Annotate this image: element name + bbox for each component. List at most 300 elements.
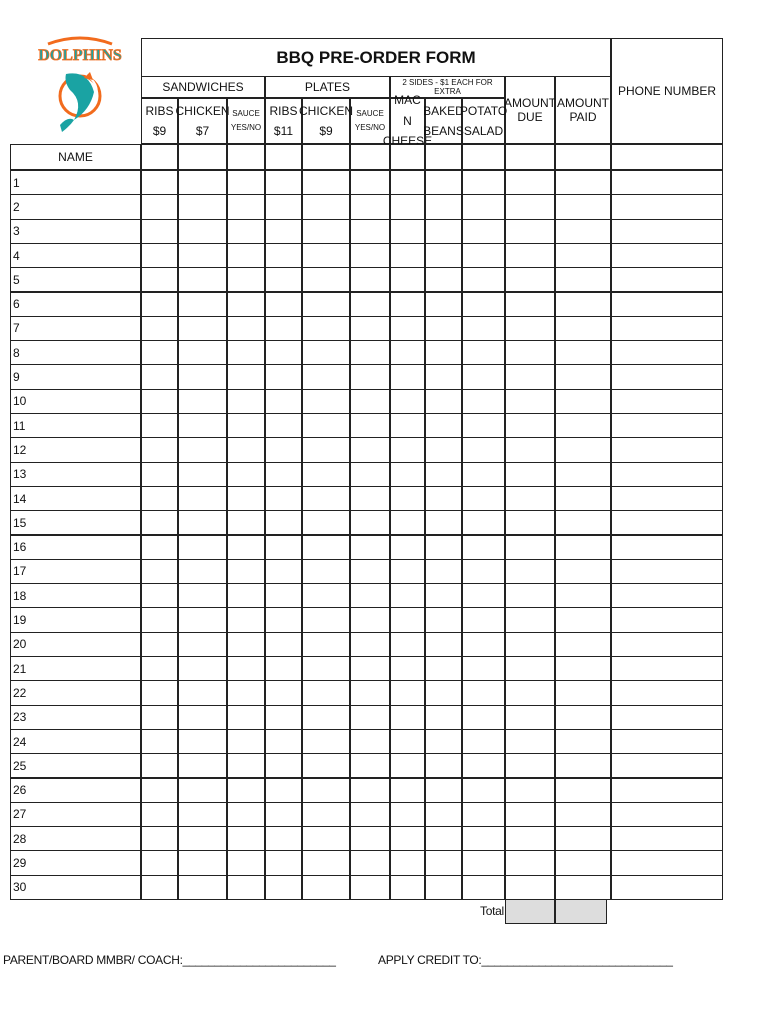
row-cell-sauce-plate[interactable] — [350, 340, 390, 365]
row-cell-phone[interactable] — [611, 850, 723, 875]
row-cell-ribs-sandwich[interactable] — [141, 729, 178, 754]
row-cell-sauce-sandwich[interactable] — [227, 705, 265, 730]
row-cell-chicken-plate[interactable] — [302, 486, 350, 511]
row-cell-sauce-plate[interactable] — [350, 316, 390, 341]
row-cell-amount-due[interactable] — [505, 656, 555, 681]
row-cell-amount-paid[interactable] — [555, 364, 611, 389]
row-cell-sauce-sandwich[interactable] — [227, 826, 265, 851]
row-cell-amount-paid[interactable] — [555, 607, 611, 632]
row-cell-ribs-plate[interactable] — [265, 316, 302, 341]
total-amount-due[interactable] — [505, 899, 555, 924]
row-cell-phone[interactable] — [611, 826, 723, 851]
row-cell-sauce-plate[interactable] — [350, 778, 390, 803]
row-name-cell[interactable] — [10, 510, 141, 535]
row-cell-mac[interactable] — [390, 413, 425, 438]
row-cell-ribs-sandwich[interactable] — [141, 753, 178, 778]
row-cell-sauce-plate[interactable] — [350, 486, 390, 511]
row-cell-mac[interactable] — [390, 875, 425, 900]
row-cell-mac[interactable] — [390, 607, 425, 632]
row-cell-potato[interactable] — [462, 486, 505, 511]
row-cell-mac[interactable] — [390, 462, 425, 487]
row-name-cell[interactable] — [10, 462, 141, 487]
row-cell-ribs-sandwich[interactable] — [141, 437, 178, 462]
row-name-cell[interactable] — [10, 364, 141, 389]
row-cell-ribs-plate[interactable] — [265, 778, 302, 803]
row-cell-amount-paid[interactable] — [555, 729, 611, 754]
row-cell-sauce-plate[interactable] — [350, 559, 390, 584]
row-cell-sauce-sandwich[interactable] — [227, 802, 265, 827]
row-cell-sauce-plate[interactable] — [350, 583, 390, 608]
row-cell-amount-paid[interactable] — [555, 267, 611, 292]
row-cell-ribs-sandwich[interactable] — [141, 219, 178, 244]
row-cell-sauce-plate[interactable] — [350, 632, 390, 657]
row-cell-mac[interactable] — [390, 559, 425, 584]
row-cell-amount-due[interactable] — [505, 753, 555, 778]
row-cell-phone[interactable] — [611, 486, 723, 511]
row-cell-amount-due[interactable] — [505, 219, 555, 244]
row-cell-potato[interactable] — [462, 413, 505, 438]
row-cell-chicken-plate[interactable] — [302, 632, 350, 657]
row-cell-ribs-sandwich[interactable] — [141, 462, 178, 487]
row-cell-sauce-sandwich[interactable] — [227, 850, 265, 875]
row-cell-beans[interactable] — [425, 389, 462, 414]
row-cell-potato[interactable] — [462, 437, 505, 462]
row-cell-sauce-plate[interactable] — [350, 437, 390, 462]
row-cell-beans[interactable] — [425, 778, 462, 803]
row-cell-chicken-plate[interactable] — [302, 729, 350, 754]
row-cell-sauce-plate[interactable] — [350, 850, 390, 875]
row-cell-sauce-sandwich[interactable] — [227, 680, 265, 705]
row-cell-amount-paid[interactable] — [555, 389, 611, 414]
row-cell-amount-due[interactable] — [505, 316, 555, 341]
row-cell-chicken-plate[interactable] — [302, 850, 350, 875]
row-cell-sauce-sandwich[interactable] — [227, 510, 265, 535]
row-cell-ribs-sandwich[interactable] — [141, 340, 178, 365]
row-cell-amount-due[interactable] — [505, 364, 555, 389]
row-cell-potato[interactable] — [462, 316, 505, 341]
row-cell-beans[interactable] — [425, 729, 462, 754]
row-cell-ribs-plate[interactable] — [265, 607, 302, 632]
row-cell-sauce-plate[interactable] — [350, 267, 390, 292]
row-cell-chicken-plate[interactable] — [302, 340, 350, 365]
row-cell-amount-due[interactable] — [505, 850, 555, 875]
row-cell-sauce-sandwich[interactable] — [227, 389, 265, 414]
row-cell-beans[interactable] — [425, 535, 462, 560]
row-cell-chicken-plate[interactable] — [302, 607, 350, 632]
row-cell-amount-paid[interactable] — [555, 219, 611, 244]
row-cell-chicken-plate[interactable] — [302, 316, 350, 341]
row-cell-chicken-plate[interactable] — [302, 243, 350, 268]
row-cell-ribs-plate[interactable] — [265, 559, 302, 584]
row-name-cell[interactable] — [10, 389, 141, 414]
row-cell-ribs-sandwich[interactable] — [141, 656, 178, 681]
row-cell-chicken-plate[interactable] — [302, 170, 350, 195]
row-name-cell[interactable] — [10, 413, 141, 438]
row-name-cell[interactable] — [10, 316, 141, 341]
row-cell-amount-paid[interactable] — [555, 559, 611, 584]
row-cell-potato[interactable] — [462, 850, 505, 875]
row-cell-chicken-sandwich[interactable] — [178, 753, 227, 778]
row-cell-potato[interactable] — [462, 535, 505, 560]
row-name-cell[interactable] — [10, 632, 141, 657]
row-cell-chicken-plate[interactable] — [302, 535, 350, 560]
row-cell-mac[interactable] — [390, 826, 425, 851]
row-cell-mac[interactable] — [390, 364, 425, 389]
row-name-cell[interactable] — [10, 243, 141, 268]
row-cell-ribs-plate[interactable] — [265, 170, 302, 195]
row-name-cell[interactable] — [10, 267, 141, 292]
row-cell-potato[interactable] — [462, 340, 505, 365]
row-cell-potato[interactable] — [462, 680, 505, 705]
row-cell-ribs-plate[interactable] — [265, 462, 302, 487]
row-cell-chicken-plate[interactable] — [302, 826, 350, 851]
row-cell-chicken-sandwich[interactable] — [178, 559, 227, 584]
row-cell-potato[interactable] — [462, 729, 505, 754]
row-cell-potato[interactable] — [462, 705, 505, 730]
row-cell-ribs-sandwich[interactable] — [141, 802, 178, 827]
row-cell-phone[interactable] — [611, 510, 723, 535]
row-cell-potato[interactable] — [462, 267, 505, 292]
row-cell-ribs-sandwich[interactable] — [141, 607, 178, 632]
row-cell-amount-due[interactable] — [505, 680, 555, 705]
row-cell-phone[interactable] — [611, 875, 723, 900]
row-cell-mac[interactable] — [390, 850, 425, 875]
row-cell-mac[interactable] — [390, 340, 425, 365]
row-cell-chicken-sandwich[interactable] — [178, 194, 227, 219]
row-cell-mac[interactable] — [390, 170, 425, 195]
row-cell-ribs-plate[interactable] — [265, 583, 302, 608]
row-cell-sauce-sandwich[interactable] — [227, 632, 265, 657]
row-cell-amount-due[interactable] — [505, 413, 555, 438]
row-name-cell[interactable] — [10, 170, 141, 195]
row-cell-chicken-sandwich[interactable] — [178, 389, 227, 414]
row-cell-amount-paid[interactable] — [555, 194, 611, 219]
row-cell-phone[interactable] — [611, 364, 723, 389]
row-name-cell[interactable] — [10, 437, 141, 462]
row-cell-ribs-plate[interactable] — [265, 413, 302, 438]
row-cell-sauce-plate[interactable] — [350, 802, 390, 827]
row-cell-ribs-sandwich[interactable] — [141, 778, 178, 803]
row-cell-potato[interactable] — [462, 802, 505, 827]
row-cell-chicken-sandwich[interactable] — [178, 170, 227, 195]
row-cell-chicken-plate[interactable] — [302, 364, 350, 389]
row-cell-amount-paid[interactable] — [555, 656, 611, 681]
row-cell-ribs-sandwich[interactable] — [141, 583, 178, 608]
row-name-cell[interactable] — [10, 656, 141, 681]
row-name-cell[interactable] — [10, 802, 141, 827]
row-cell-amount-paid[interactable] — [555, 486, 611, 511]
row-cell-chicken-sandwich[interactable] — [178, 705, 227, 730]
row-cell-sauce-sandwich[interactable] — [227, 535, 265, 560]
row-cell-sauce-plate[interactable] — [350, 292, 390, 317]
row-cell-ribs-sandwich[interactable] — [141, 316, 178, 341]
row-cell-amount-due[interactable] — [505, 292, 555, 317]
row-cell-ribs-plate[interactable] — [265, 753, 302, 778]
row-cell-amount-paid[interactable] — [555, 292, 611, 317]
row-name-cell[interactable] — [10, 194, 141, 219]
row-cell-sauce-plate[interactable] — [350, 607, 390, 632]
row-cell-phone[interactable] — [611, 219, 723, 244]
row-cell-mac[interactable] — [390, 510, 425, 535]
row-cell-chicken-sandwich[interactable] — [178, 875, 227, 900]
row-cell-beans[interactable] — [425, 680, 462, 705]
row-cell-amount-paid[interactable] — [555, 510, 611, 535]
row-cell-phone[interactable] — [611, 316, 723, 341]
row-cell-sauce-sandwich[interactable] — [227, 486, 265, 511]
row-cell-chicken-sandwich[interactable] — [178, 413, 227, 438]
row-cell-chicken-plate[interactable] — [302, 559, 350, 584]
row-cell-phone[interactable] — [611, 680, 723, 705]
row-cell-mac[interactable] — [390, 243, 425, 268]
row-cell-sauce-sandwich[interactable] — [227, 656, 265, 681]
row-cell-chicken-sandwich[interactable] — [178, 656, 227, 681]
row-cell-ribs-sandwich[interactable] — [141, 875, 178, 900]
row-name-cell[interactable] — [10, 559, 141, 584]
row-cell-sauce-sandwich[interactable] — [227, 243, 265, 268]
row-cell-sauce-plate[interactable] — [350, 243, 390, 268]
row-cell-amount-due[interactable] — [505, 486, 555, 511]
row-cell-potato[interactable] — [462, 389, 505, 414]
row-cell-chicken-plate[interactable] — [302, 753, 350, 778]
row-cell-phone[interactable] — [611, 656, 723, 681]
row-cell-sauce-plate[interactable] — [350, 219, 390, 244]
row-cell-beans[interactable] — [425, 559, 462, 584]
row-cell-amount-due[interactable] — [505, 583, 555, 608]
row-cell-amount-due[interactable] — [505, 267, 555, 292]
row-cell-potato[interactable] — [462, 559, 505, 584]
row-cell-beans[interactable] — [425, 656, 462, 681]
row-cell-chicken-sandwich[interactable] — [178, 437, 227, 462]
row-cell-chicken-sandwich[interactable] — [178, 219, 227, 244]
row-cell-potato[interactable] — [462, 778, 505, 803]
row-cell-chicken-sandwich[interactable] — [178, 826, 227, 851]
row-cell-beans[interactable] — [425, 316, 462, 341]
row-name-cell[interactable] — [10, 850, 141, 875]
row-cell-chicken-sandwich[interactable] — [178, 850, 227, 875]
row-cell-amount-due[interactable] — [505, 389, 555, 414]
row-cell-ribs-sandwich[interactable] — [141, 194, 178, 219]
row-cell-amount-due[interactable] — [505, 729, 555, 754]
row-cell-beans[interactable] — [425, 292, 462, 317]
row-cell-sauce-sandwich[interactable] — [227, 292, 265, 317]
row-cell-ribs-plate[interactable] — [265, 680, 302, 705]
row-name-cell[interactable] — [10, 705, 141, 730]
row-cell-beans[interactable] — [425, 219, 462, 244]
row-cell-beans[interactable] — [425, 243, 462, 268]
row-cell-mac[interactable] — [390, 680, 425, 705]
row-cell-mac[interactable] — [390, 705, 425, 730]
row-cell-sauce-plate[interactable] — [350, 389, 390, 414]
row-cell-chicken-plate[interactable] — [302, 413, 350, 438]
row-cell-mac[interactable] — [390, 583, 425, 608]
row-cell-sauce-sandwich[interactable] — [227, 583, 265, 608]
row-cell-amount-due[interactable] — [505, 632, 555, 657]
row-cell-chicken-sandwich[interactable] — [178, 729, 227, 754]
row-cell-chicken-plate[interactable] — [302, 778, 350, 803]
row-cell-phone[interactable] — [611, 705, 723, 730]
row-cell-ribs-sandwich[interactable] — [141, 559, 178, 584]
row-name-cell[interactable] — [10, 875, 141, 900]
row-cell-chicken-sandwich[interactable] — [178, 340, 227, 365]
row-cell-phone[interactable] — [611, 583, 723, 608]
row-name-cell[interactable] — [10, 219, 141, 244]
row-cell-ribs-plate[interactable] — [265, 267, 302, 292]
row-cell-beans[interactable] — [425, 802, 462, 827]
row-cell-sauce-sandwich[interactable] — [227, 778, 265, 803]
row-cell-beans[interactable] — [425, 583, 462, 608]
row-cell-beans[interactable] — [425, 364, 462, 389]
row-cell-chicken-sandwich[interactable] — [178, 778, 227, 803]
row-cell-sauce-plate[interactable] — [350, 753, 390, 778]
row-cell-beans[interactable] — [425, 753, 462, 778]
row-cell-beans[interactable] — [425, 607, 462, 632]
row-cell-chicken-sandwich[interactable] — [178, 535, 227, 560]
row-cell-amount-paid[interactable] — [555, 243, 611, 268]
row-cell-ribs-plate[interactable] — [265, 802, 302, 827]
row-cell-potato[interactable] — [462, 632, 505, 657]
row-cell-sauce-sandwich[interactable] — [227, 340, 265, 365]
row-name-cell[interactable] — [10, 292, 141, 317]
row-cell-chicken-sandwich[interactable] — [178, 316, 227, 341]
row-cell-chicken-sandwich[interactable] — [178, 607, 227, 632]
row-cell-amount-paid[interactable] — [555, 802, 611, 827]
row-name-cell[interactable] — [10, 535, 141, 560]
row-cell-amount-paid[interactable] — [555, 170, 611, 195]
row-cell-sauce-plate[interactable] — [350, 413, 390, 438]
row-cell-chicken-plate[interactable] — [302, 267, 350, 292]
row-cell-amount-due[interactable] — [505, 705, 555, 730]
row-cell-phone[interactable] — [611, 559, 723, 584]
row-cell-chicken-plate[interactable] — [302, 656, 350, 681]
row-cell-mac[interactable] — [390, 292, 425, 317]
row-cell-sauce-sandwich[interactable] — [227, 559, 265, 584]
row-cell-sauce-plate[interactable] — [350, 510, 390, 535]
row-cell-amount-paid[interactable] — [555, 850, 611, 875]
row-cell-phone[interactable] — [611, 292, 723, 317]
row-cell-chicken-plate[interactable] — [302, 292, 350, 317]
row-cell-amount-due[interactable] — [505, 170, 555, 195]
row-cell-potato[interactable] — [462, 583, 505, 608]
row-cell-phone[interactable] — [611, 194, 723, 219]
total-amount-paid[interactable] — [555, 899, 607, 924]
row-cell-amount-paid[interactable] — [555, 583, 611, 608]
row-cell-sauce-plate[interactable] — [350, 729, 390, 754]
row-cell-chicken-sandwich[interactable] — [178, 486, 227, 511]
row-cell-phone[interactable] — [611, 340, 723, 365]
row-cell-amount-due[interactable] — [505, 778, 555, 803]
row-cell-phone[interactable] — [611, 389, 723, 414]
row-cell-ribs-sandwich[interactable] — [141, 632, 178, 657]
row-cell-chicken-sandwich[interactable] — [178, 680, 227, 705]
row-cell-ribs-plate[interactable] — [265, 826, 302, 851]
row-cell-phone[interactable] — [611, 170, 723, 195]
row-cell-sauce-sandwich[interactable] — [227, 607, 265, 632]
row-cell-sauce-sandwich[interactable] — [227, 364, 265, 389]
row-cell-ribs-sandwich[interactable] — [141, 243, 178, 268]
row-cell-ribs-plate[interactable] — [265, 656, 302, 681]
row-cell-mac[interactable] — [390, 267, 425, 292]
row-cell-potato[interactable] — [462, 462, 505, 487]
row-name-cell[interactable] — [10, 778, 141, 803]
row-cell-amount-paid[interactable] — [555, 705, 611, 730]
row-cell-ribs-plate[interactable] — [265, 340, 302, 365]
row-cell-amount-paid[interactable] — [555, 826, 611, 851]
row-cell-chicken-plate[interactable] — [302, 437, 350, 462]
row-name-cell[interactable] — [10, 340, 141, 365]
row-cell-chicken-plate[interactable] — [302, 510, 350, 535]
row-cell-phone[interactable] — [611, 802, 723, 827]
row-cell-mac[interactable] — [390, 316, 425, 341]
row-cell-sauce-sandwich[interactable] — [227, 316, 265, 341]
row-cell-mac[interactable] — [390, 219, 425, 244]
row-cell-ribs-sandwich[interactable] — [141, 413, 178, 438]
row-cell-amount-paid[interactable] — [555, 437, 611, 462]
row-cell-ribs-sandwich[interactable] — [141, 850, 178, 875]
row-cell-phone[interactable] — [611, 632, 723, 657]
row-cell-amount-due[interactable] — [505, 462, 555, 487]
row-cell-amount-due[interactable] — [505, 559, 555, 584]
row-cell-chicken-plate[interactable] — [302, 219, 350, 244]
row-cell-chicken-plate[interactable] — [302, 802, 350, 827]
row-cell-mac[interactable] — [390, 802, 425, 827]
row-cell-ribs-plate[interactable] — [265, 364, 302, 389]
row-cell-ribs-sandwich[interactable] — [141, 267, 178, 292]
row-name-cell[interactable] — [10, 607, 141, 632]
row-cell-chicken-sandwich[interactable] — [178, 583, 227, 608]
row-cell-phone[interactable] — [611, 729, 723, 754]
row-cell-chicken-plate[interactable] — [302, 462, 350, 487]
row-cell-mac[interactable] — [390, 632, 425, 657]
row-cell-phone[interactable] — [611, 535, 723, 560]
row-cell-chicken-plate[interactable] — [302, 389, 350, 414]
row-cell-ribs-plate[interactable] — [265, 705, 302, 730]
row-cell-ribs-sandwich[interactable] — [141, 389, 178, 414]
row-cell-ribs-sandwich[interactable] — [141, 535, 178, 560]
row-cell-ribs-plate[interactable] — [265, 850, 302, 875]
row-cell-ribs-plate[interactable] — [265, 510, 302, 535]
row-cell-amount-paid[interactable] — [555, 680, 611, 705]
row-cell-sauce-plate[interactable] — [350, 705, 390, 730]
row-cell-sauce-plate[interactable] — [350, 680, 390, 705]
row-cell-amount-paid[interactable] — [555, 340, 611, 365]
row-cell-amount-paid[interactable] — [555, 535, 611, 560]
row-cell-sauce-sandwich[interactable] — [227, 267, 265, 292]
row-cell-amount-due[interactable] — [505, 340, 555, 365]
row-cell-sauce-sandwich[interactable] — [227, 753, 265, 778]
row-cell-mac[interactable] — [390, 194, 425, 219]
row-cell-amount-due[interactable] — [505, 437, 555, 462]
row-cell-amount-paid[interactable] — [555, 413, 611, 438]
row-cell-amount-paid[interactable] — [555, 753, 611, 778]
row-cell-sauce-sandwich[interactable] — [227, 194, 265, 219]
row-cell-sauce-plate[interactable] — [350, 462, 390, 487]
row-cell-sauce-plate[interactable] — [350, 364, 390, 389]
row-name-cell[interactable] — [10, 826, 141, 851]
row-cell-beans[interactable] — [425, 826, 462, 851]
row-cell-potato[interactable] — [462, 510, 505, 535]
row-cell-mac[interactable] — [390, 729, 425, 754]
row-cell-phone[interactable] — [611, 437, 723, 462]
row-cell-chicken-sandwich[interactable] — [178, 462, 227, 487]
row-cell-ribs-plate[interactable] — [265, 292, 302, 317]
row-cell-amount-due[interactable] — [505, 243, 555, 268]
row-cell-sauce-sandwich[interactable] — [227, 437, 265, 462]
row-cell-mac[interactable] — [390, 656, 425, 681]
apply-credit-field[interactable]: APPLY CREDIT TO:______________________________ — [378, 953, 673, 967]
row-cell-amount-paid[interactable] — [555, 778, 611, 803]
row-cell-chicken-sandwich[interactable] — [178, 267, 227, 292]
row-cell-potato[interactable] — [462, 607, 505, 632]
